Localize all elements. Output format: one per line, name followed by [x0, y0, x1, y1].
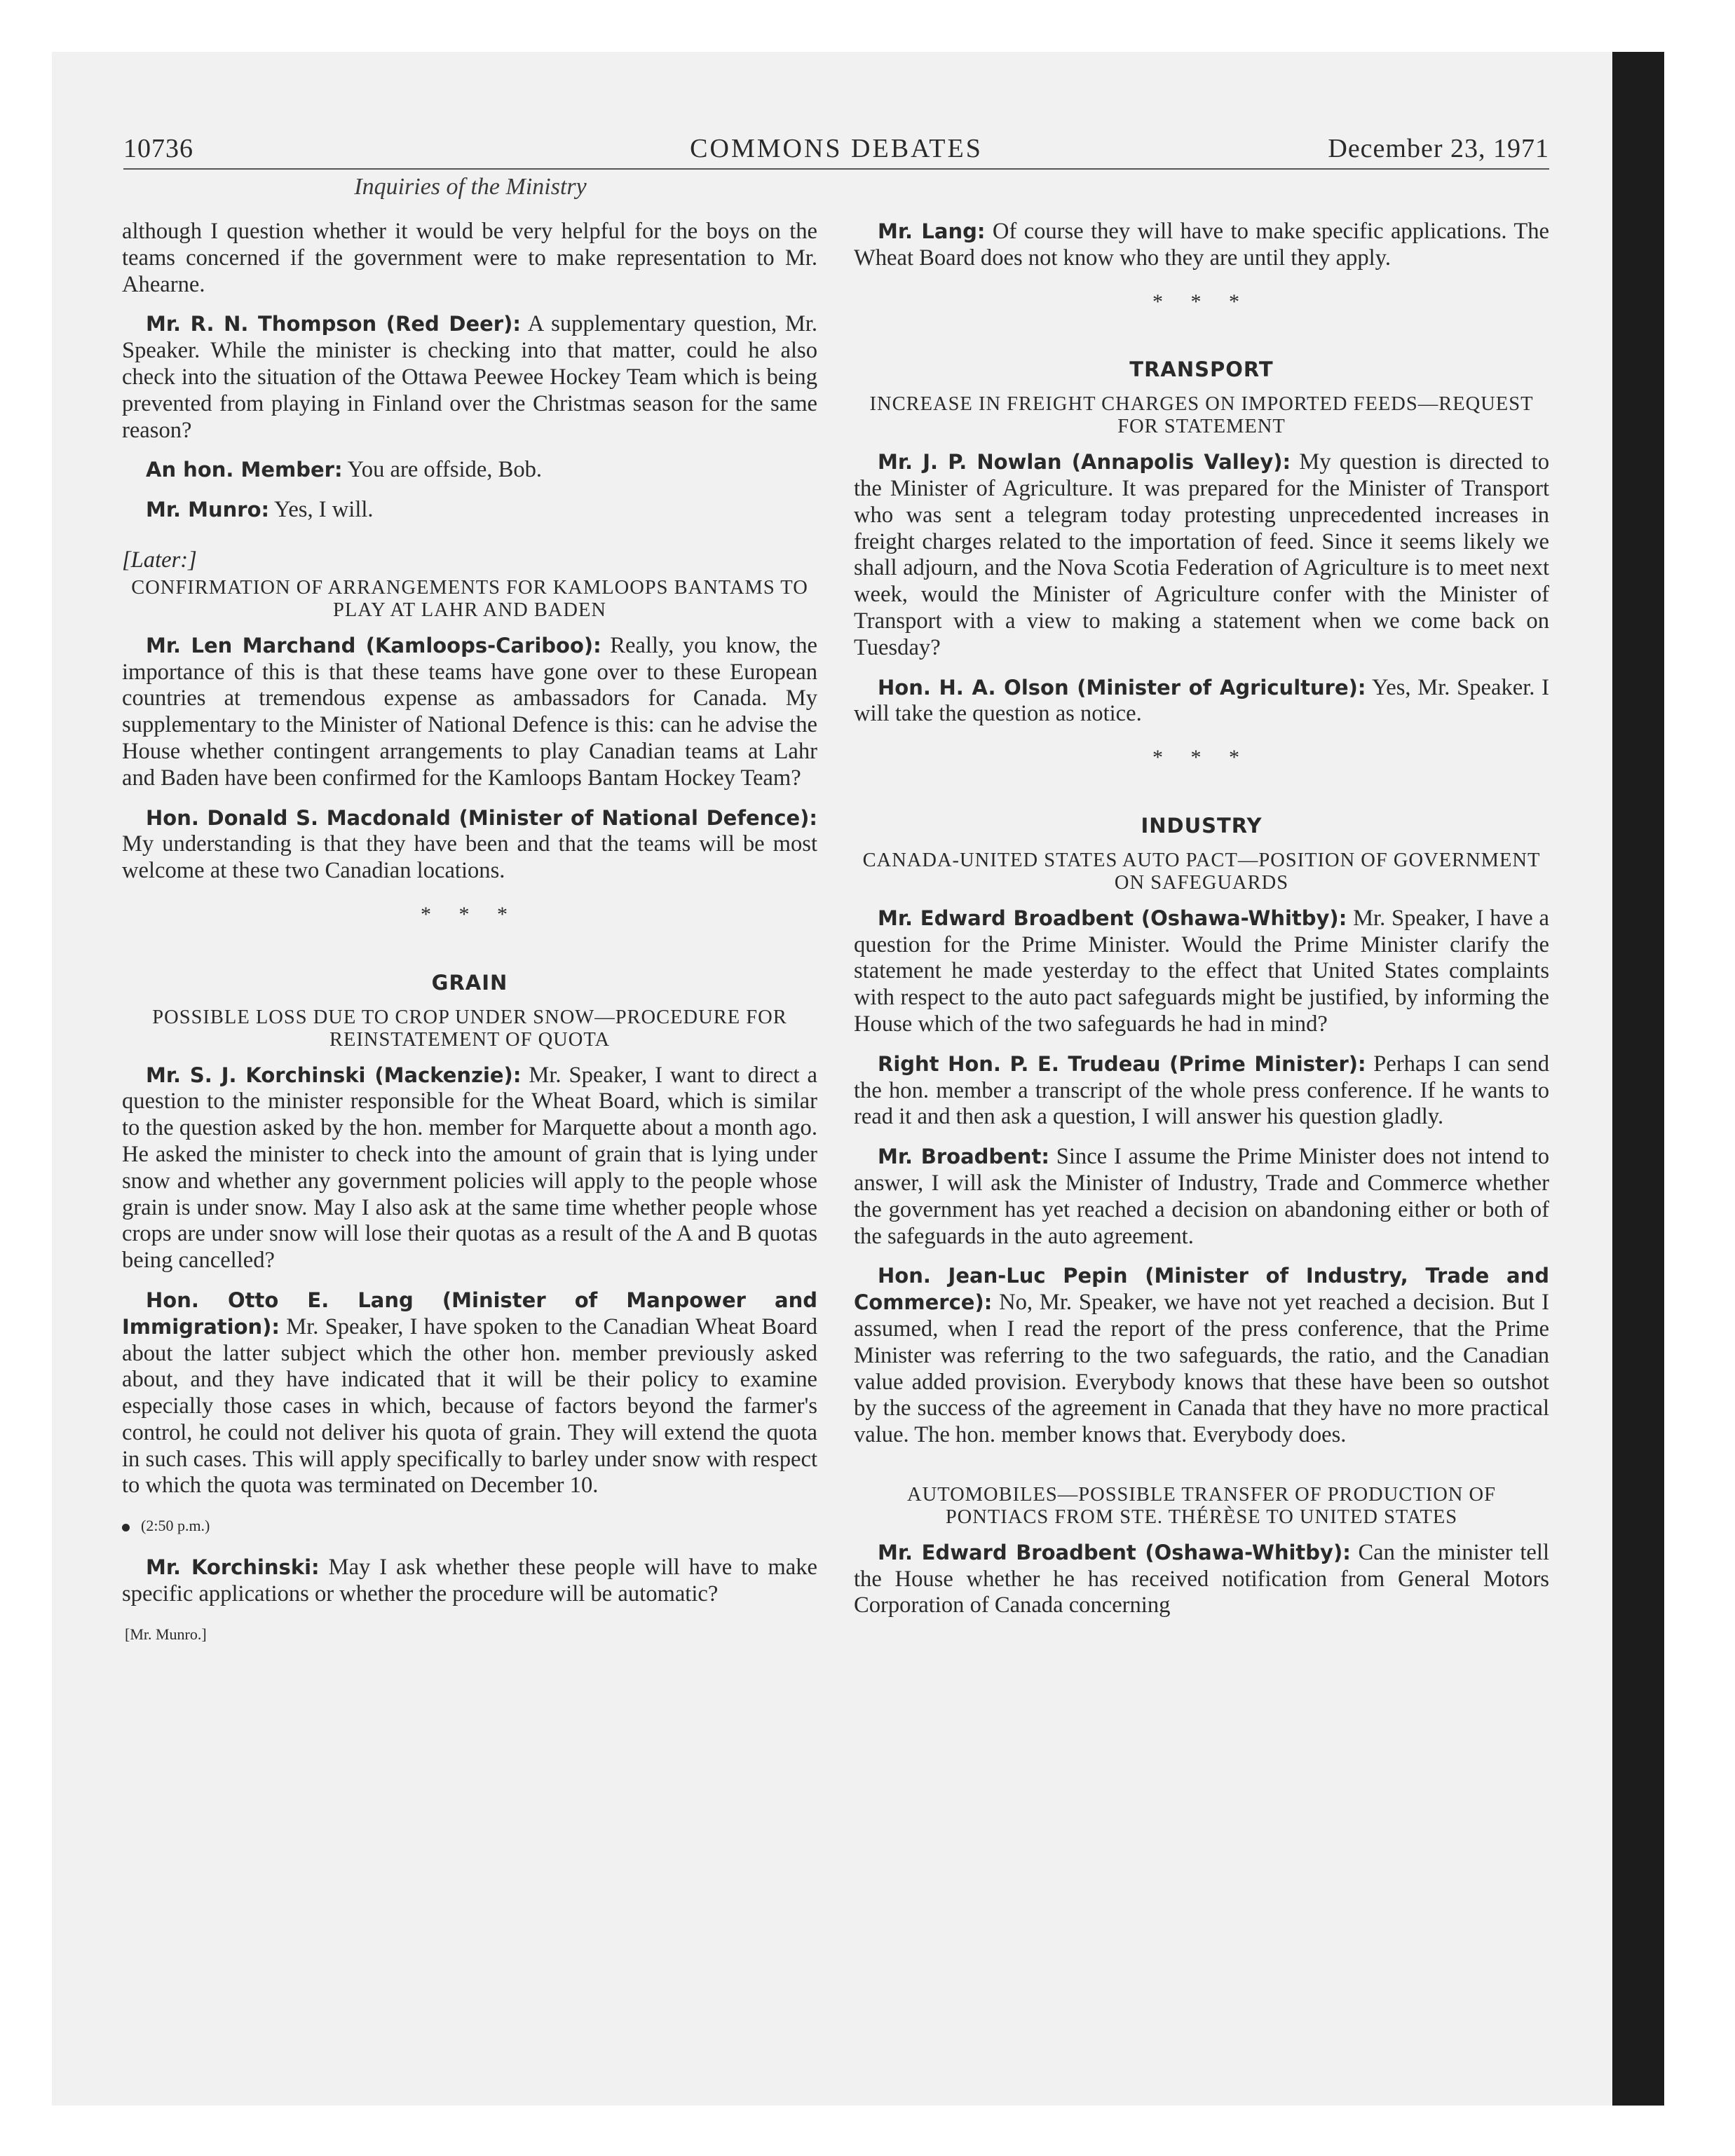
speech-text: My question is directed to the Minister of Agriculture. It was prepared for the Minister of Transport who was sent a telegram today protesting unprecedented increases in freight charges related to the importation of feed. Since it seems likely we shall adjourn, and the Nova Scotia Federation of Agriculture is to meet next week, would the Minister of Agriculture confer with the Minister of Transport with a view to making a statement when we come back on Tuesday?: [854, 449, 1550, 660]
paragraph: [854, 675, 1549, 728]
paragraph: [854, 1540, 1549, 1619]
paragraph: [122, 457, 817, 484]
left-column: [122, 219, 817, 1647]
paragraph: [854, 219, 1549, 272]
speaker-name: Hon. H. A. Olson (Minister of Agriculture):: [878, 675, 1366, 700]
paragraph: [854, 1144, 1549, 1250]
publication-title: COMMONS DEBATES: [690, 134, 983, 163]
speaker-name: An hon. Member:: [146, 458, 343, 482]
speaker-name: Mr. Munro:: [146, 498, 270, 522]
speaker-name: Hon. Otto E. Lang (Minister of Manpower and Immigration):: [122, 1288, 817, 1339]
speech-text: My understanding is that they have been and that the teams will be most welcome at these two Canadian locations.: [122, 831, 817, 884]
paragraph: although I question whether it would be very helpful for the boys on the teams concerned if the government were to make representation to Mr. Ahearne.: [122, 219, 817, 297]
speech-text: Can the minister tell the House whether he has received notification from General Motors Corporation of Canada concerning: [854, 1539, 1549, 1618]
later-marker: [Later:]: [122, 547, 197, 573]
speech-text: Perhaps I can send the hon. member a transcript of the whole press conference. If he wants to read it and then ask a question, I will answer his question gladly.: [854, 1051, 1549, 1130]
topic-heading: INCREASE IN FREIGHT CHARGES ON IMPORTED FEEDS—REQUEST FOR STATEMENT: [869, 393, 1534, 438]
paragraph: [122, 1063, 817, 1274]
speech-text: May I ask whether these people will have to make specific applications or whether the procedure will be automatic?: [122, 1555, 817, 1606]
speech-text: A supplementary question, Mr. Speaker. While the minister is checking into that matter, could he also check into the situation of the Ottawa Peewee Hockey Team which is being prevented from playing in Finland over the Christmas season for the same reason?: [122, 311, 817, 443]
section-heading: Inquiries of the Ministry: [354, 174, 587, 200]
speaker-name: Mr. R. N. Thompson (Red Deer):: [146, 312, 521, 336]
speaker-name: Mr. Len Marchand (Kamloops-Cariboo):: [146, 633, 601, 657]
subject-heading: TRANSPORT: [1129, 357, 1274, 382]
paragraph: [122, 1288, 817, 1499]
paragraph: [122, 311, 817, 444]
right-column: [854, 219, 1549, 1632]
paragraph: [122, 633, 817, 792]
paragraph: [854, 1051, 1549, 1131]
speaker-name: Mr. S. J. Korchinski (Mackenzie):: [146, 1063, 522, 1087]
speaker-name: Right Hon. P. E. Trudeau (Prime Minister):: [878, 1051, 1366, 1076]
speaker-name: Hon. Jean-Luc Pepin (Minister of Industry, Trade and Commerce):: [854, 1264, 1549, 1315]
speaker-name: Mr. J. P. Nowlan (Annapolis Valley):: [878, 450, 1291, 475]
speaker-name: Mr. Korchinski:: [146, 1555, 320, 1580]
speaker-name: Mr. Lang:: [878, 219, 986, 243]
speech-text: Yes, I will.: [269, 497, 374, 523]
speech-text: No, Mr. Speaker, we have not yet reached a decision. But I assumed, when I read the report of the press conference, that the Prime Minister was referring to the two safeguards, the ratio, and the Canadian value added provision. Everybody knows that these have been so outshot by the success of the agreement in Canada that they have no more practical value. The hon. member knows that. Everybody does.: [854, 1290, 1549, 1448]
speaker-name: Mr. Edward Broadbent (Oshawa-Whitby):: [878, 906, 1347, 930]
speaker-name: Hon. Donald S. Macdonald (Minister of National Defence):: [146, 805, 817, 830]
speaker-name: Mr. Edward Broadbent (Oshawa-Whitby):: [878, 1540, 1351, 1564]
speech-text: Yes, Mr. Speaker. I will take the question as notice.: [854, 674, 1549, 727]
header-date: December 23, 1971: [1328, 134, 1549, 163]
speech-text: You are offside, Bob.: [342, 457, 543, 483]
speech-text: Since I assume the Prime Minister does not intend to answer, I will ask the Minister of Industry, Trade and Commerce whether the government has yet reached a decision on abandoning either or both of the safeguards in the auto agreement.: [854, 1144, 1549, 1249]
subject-heading: GRAIN: [431, 970, 508, 995]
bullet-icon: [122, 1524, 130, 1531]
binding-edge: [1612, 52, 1664, 2106]
time-stamp: [122, 1513, 817, 1539]
section-separator: * * *: [1152, 289, 1251, 313]
paragraph: [854, 1263, 1549, 1449]
speech-text: Mr. Speaker, I have spoken to the Canadian Wheat Board about the latter subject which the other hon. member previously asked about, and they have indicated that it will be their policy to examine especially those cases in which, because of factors beyond the farmer's control, he could not deliver his quota of grain. They will extend the quota in such cases. This will apply specifically to barley under snow with respect to which the quota was terminated on December 10.: [122, 1314, 817, 1499]
speech-text: Of course they will have to make specific applications. The Wheat Board does not know who they are until they apply.: [854, 219, 1549, 271]
topic-heading: CONFIRMATION OF ARRANGEMENTS FOR KAMLOOPS BANTAMS TO PLAY AT LAHR AND BADEN: [131, 576, 808, 621]
topic-heading: AUTOMOBILES—POSSIBLE TRANSFER OF PRODUCTION OF PONTIACS FROM STE. THÉRÈSE TO UNITED STATES: [907, 1483, 1496, 1528]
paragraph: [122, 805, 817, 885]
speech-text: Mr. Speaker, I want to direct a question to the minister responsible for the Wheat Board, which is similar to the question asked by the hon. member for Marquette about a month ago. He asked the minister to check into the amount of grain that is lying under snow and whether any government policies will apply to the people whose grain is under snow. May I also ask at the same time whether people whose crops are under snow will lose their quotas as a result of the A and B quotas being cancelled?: [122, 1062, 818, 1274]
subject-heading: INDUSTRY: [1141, 813, 1263, 838]
paragraph: [122, 497, 817, 524]
paragraph: [854, 906, 1549, 1038]
speech-text: Mr. Speaker, I have a question for the Prime Minister. Would the Prime Minister clarify the statement he made yesterday to the effect that United States complaints with respect to the auto pact safeguards might be justified, by informing the House which of the two safeguards he had in mind?: [854, 905, 1549, 1037]
speaker-name: Mr. Broadbent:: [878, 1145, 1049, 1169]
section-separator: * * *: [1152, 746, 1251, 770]
topic-heading: POSSIBLE LOSS DUE TO CROP UNDER SNOW—PROCEDURE FOR REINSTATEMENT OF QUOTA: [152, 1006, 787, 1051]
speaker-footnote: [Mr. Munro.]: [125, 1625, 207, 1643]
section-separator: * * *: [421, 902, 519, 926]
page-number: 10736: [123, 134, 193, 163]
topic-heading: CANADA-UNITED STATES AUTO PACT—POSITION OF GOVERNMENT ON SAFEGUARDS: [862, 849, 1541, 894]
running-header: [123, 126, 1549, 170]
time-text: (2:50 p.m.): [141, 1517, 210, 1535]
speech-text: Really, you know, the importance of this is that these teams have gone over to these European countries at tremendous expense as ambassadors for Canada. My supplementary to the Minister of National Defence is this: can he advise the House whether contingent arrangements to play Canadian teams at Lahr and Baden have been confirmed for the Kamloops Bantam Hockey Team?: [122, 632, 817, 791]
paragraph: [122, 1555, 817, 1608]
paragraph: [854, 449, 1549, 661]
